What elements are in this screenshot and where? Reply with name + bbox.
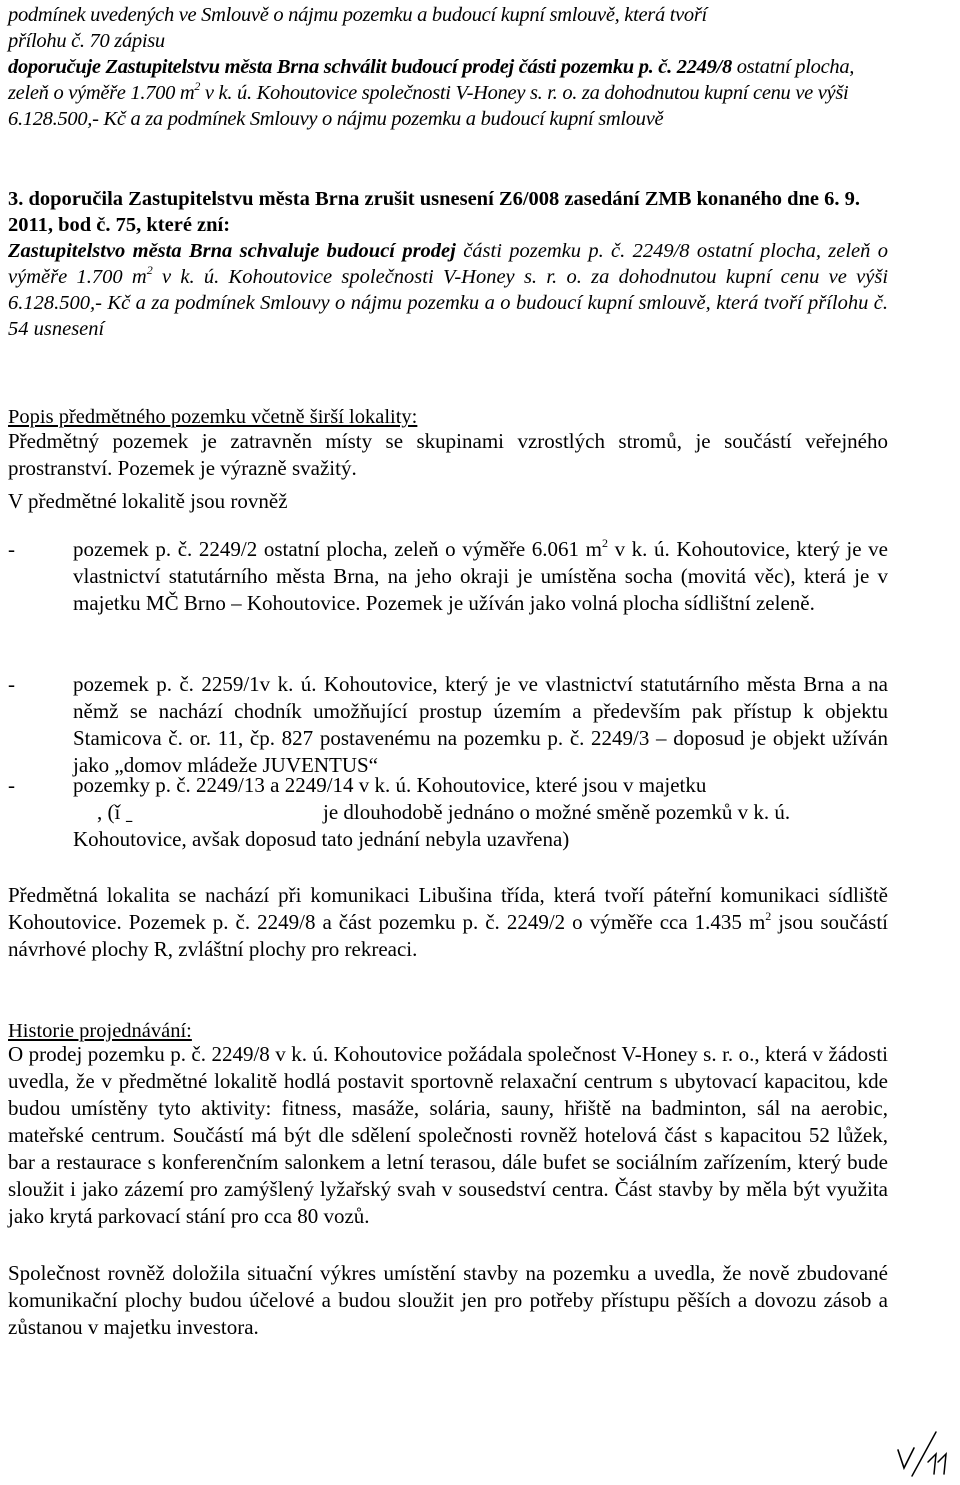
prev-recommendation-a: ostatní plocha, zeleň o výměře 1.700 m [8,56,855,104]
bullet-1-text-b: v k. ú. Kohoutovice, který je ve vlastnictví statutárního města Brna, na jeho okraji je umístěna socha (movitá věc), která je v majetku MČ Brno – Kohoutovice. Pozemek je užíván jako volná plocha sídlištní zeleně. [73,537,888,615]
page-mark-slash [912,1432,936,1476]
bullet-1-text-a: pozemek p. č. 2249/2 ostatní plocha, zeleň o výměře 6.061 m [73,537,602,561]
item-3-quote-b: v k. ú. Kohoutovice společnosti V-Honey s. r. o. za dohodnutou kupní cenu ve výši 6.128.500,- Kč a za podmínek Smlouvy o nájmu pozemku a o budoucí kupní smlouvě, která tvoří přílohu č. 54 usnesení [8,266,889,340]
bullet-2-text: pozemek p. č. 2259/1v k. ú. Kohoutovice, který je ve vlastnictví statutárního města Brna a na němž se nachází chodník umožňující prostup územím a především pak přístup k objektu Stamicova č. or. 11, čp. 827 postavenému na pozemku p. č. 2249/3 – doposud je objekt užíván jako „domov mládeže JUVENTUS“ [73,672,888,777]
historie-paragraph-1: O prodej pozemku p. č. 2249/8 v k. ú. Kohoutovice požádala společnost V-Honey s. r. o., která v žádosti uvedla, že v předmětné lokalitě hodlá postavit sportovně relaxační centrum s ubytovací kapacitou, kde budou umístěny tyto aktivity: fitness, masáže, solária, sauny, hřiště na badminton, sál na aerobic, mateřské centrum. Součástí má být dle sdělení společnosti rovněž hotelová část s kapacitou 52 lůžek, bar a restaurace s konferenčním salonkem a letní terasou, dále bufet se sociálním zařízením, který bude sloužit i jako zázemí pro zamýšlený lyžařský svah v sousedství centra. Část stavby by měla být využita jako krytá parkovací stání pro cca 80 vozů. [8,1042,888,1228]
historie-heading: Historie projednávání: [8,1020,192,1042]
popis-bullet-3 [8,772,888,853]
prev-recommendation-b: v k. ú. Kohoutovice společnosti V-Honey s. r. o. za dohodnutou kupní cenu ve výši 6.128.500,- Kč a za podmínek Smlouvy o nájmu pozemku a budoucí kupní smlouvě [8,82,849,130]
bullet-3-line-1: pozemky p. č. 2249/13 a 2249/14 v k. ú. Kohoutovice, které jsou v majetku [73,773,707,797]
bullet-dash: - [8,537,15,561]
popis-paragraph-2-sup: 2 [765,909,772,923]
item-3-quote [8,238,888,342]
popis-paragraph-1: Předmětný pozemek je zatravněn místy se skupinami vzrostlých stromů, je součástí veřejného prostranství. Pozemek je výrazně svažitý. [8,429,888,480]
item-3-heading: 3. doporučila Zastupitelstvu města Brna zrušit usnesení Z6/008 zasedání ZMB konaného dne 6. 9. 2011, bod č. 75, které zní: [8,188,860,236]
bullet-3-line-2 [73,799,888,826]
popis-lead: V předmětné lokalitě jsou rovněž [8,489,288,513]
prev-line-2: přílohu č. 70 zápisu [8,30,165,52]
popis-bullet-2 [8,671,888,779]
bullet-3-text [73,772,888,853]
bullet-dash: - [8,672,15,696]
bullet-dash: - [8,773,15,797]
page-mark-digit-1a [928,1454,936,1474]
handwritten-page-mark [892,1428,954,1480]
bullet-1-sup: 2 [601,536,608,550]
prev-section-text [8,2,888,132]
popis-heading: Popis předmětného pozemku včetně širší lokality: [8,406,418,428]
item-3-quote-sup: 2 [146,263,153,277]
prev-line-1: podmínek uvedených ve Smlouvě o nájmu pozemku a budoucí kupní smlouvě, která tvoří [8,4,707,26]
popis-paragraph-2-a: Předmětná lokalita se nachází při komunikaci Libušina třída, která tvoří páteřní komunikaci sídliště Kohoutovice. Pozemek p. č. 2249/8 a část pozemku p. č. 2249/2 o výměře cca 1.435 m [8,883,888,934]
popis-bullet-1 [8,536,888,617]
popis-paragraph-2 [8,882,888,963]
bullet-3-line-2-text: je dlouhodobě jednáno o možné směně pozemků v k. ú. [323,800,791,824]
historie-paragraph-2: Společnost rovněž doložila situační výkres umístění stavby na pozemku a uvedla, že nově zbudované komunikační plochy budou účelové a budou sloužit jen pro potřeby přístupu pěších a dovozu zásob a zůstanou v majetku investora. [8,1261,888,1339]
bullet-1-text [73,536,888,617]
page-mark-digit-1b [938,1454,946,1474]
bullet-3-line-3: Kohoutovice, avšak doposud tato jednání nebyla uzavřena) [73,827,570,851]
prev-recommendation-bold: doporučuje Zastupitelstvu města Brna schválit budoucí prodej části pozemku p. č. 2249/8 [8,56,732,78]
bullet-3-redaction-mark: , (ǐ ˍ [97,800,133,824]
prev-recommendation-sup: 2 [194,79,201,93]
item-3-quote-a: části pozemku p. č. 2249/8 ostatní plocha, zeleň o výměře 1.700 m [8,240,888,288]
item-3 [8,186,888,342]
item-3-quote-bold: Zastupitelstvo města Brna schvaluje budoucí prodej [8,240,456,262]
prev-recommendation [8,54,888,132]
page-mark-digit-4 [898,1448,914,1468]
popis-paragraph-2-b: jsou součástí návrhové plochy R, zvláštní plochy pro rekreaci. [8,910,888,961]
